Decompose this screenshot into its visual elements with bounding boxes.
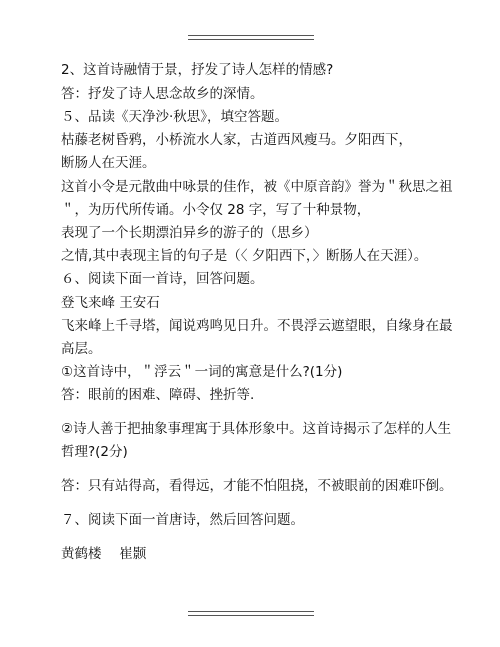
fill-in-text-line-3: 表现了一个长期漂泊异乡的游子的（思乡） — [61, 225, 318, 241]
sub-question-2-line-2: 哲理?(2分) — [61, 444, 128, 460]
poem-tianjingsha-line-2: 断肠人在天涯。 — [61, 155, 156, 171]
answer-2-text: 答：抒发了诗人思念故乡的深情。 — [61, 86, 264, 102]
question-2-text: 2、这首诗融情于景，抒发了诗人怎样的情感? — [61, 62, 334, 78]
fill-in-text-line-2: ＂，为历代所传诵。小令仅 28 字，写了十种景物， — [61, 202, 371, 218]
poem-title-dengfeilaifeng: 登飞来峰 王安石 — [61, 295, 160, 311]
question-5-heading: ５、品读《天净沙·秋思》，填空答题。 — [61, 109, 289, 125]
sub-question-2-line-1: ②诗人善于把抽象事理寓于具体形象中。这首诗揭示了怎样的人生 — [61, 421, 452, 437]
sub-answer-1: 答：眼前的困难、障碍、挫折等. — [61, 387, 255, 403]
poem-dengfeilaifeng-line-1: 飞来峰上千寻塔，闻说鸡鸣见日升。不畏浮云遮望眼，自缘身在最 — [61, 318, 453, 334]
fill-in-text-line-1: 这首小令是元散曲中咏景的佳作，被《中原音韵》誉为＂秋思之祖 — [61, 179, 453, 195]
poem-tianjingsha-line-1: 枯藤老树昏鸦，小桥流水人家，古道西风瘦马。夕阳西下， — [61, 132, 412, 148]
question-6-heading: ６、阅读下面一首诗，回答问题。 — [61, 271, 264, 287]
header-rule — [188, 35, 314, 40]
sub-question-1: ①这首诗中，＂浮云＂一词的寓意是什么?(1分) — [61, 364, 343, 380]
fill-in-text-line-4: 之情,其中表现主旨的句子是（〈 夕阳西下，〉断肠人在天涯）。 — [61, 248, 428, 264]
poem-dengfeilaifeng-line-2: 高层。 — [61, 341, 102, 357]
sub-answer-2: 答：只有站得高，看得远，才能不怕阻挠，不被眼前的困难吓倒。 — [61, 478, 453, 494]
question-7-heading: ７、阅读下面一首唐诗，然后回答问题。 — [61, 512, 304, 528]
footer-rule — [188, 611, 314, 616]
poem-title-huanghelou: 黄鹤楼 崔颢 — [61, 546, 147, 562]
